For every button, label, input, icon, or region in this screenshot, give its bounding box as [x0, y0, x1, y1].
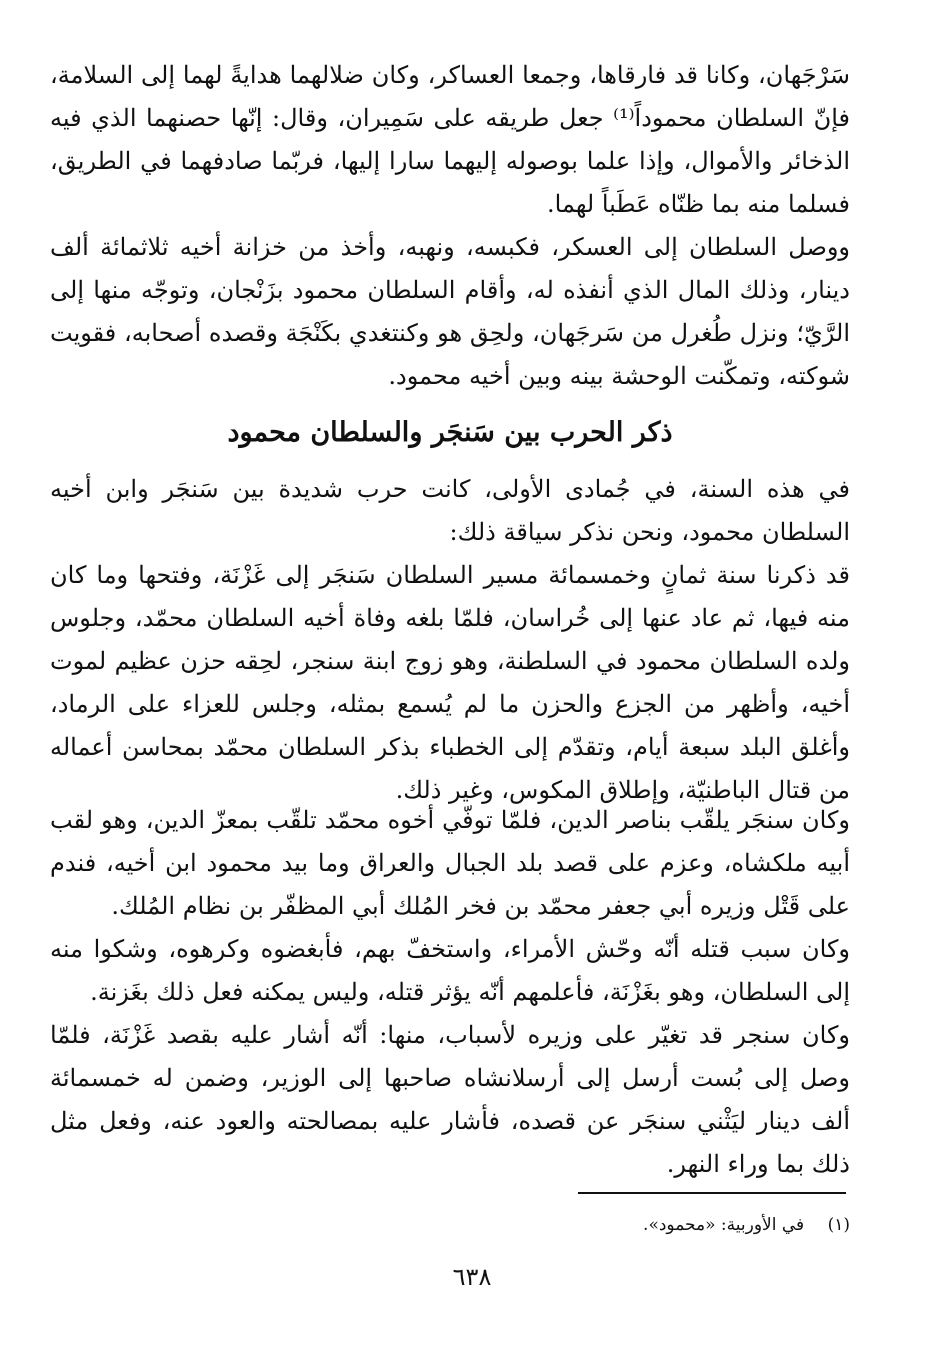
paragraph-sanjar-titles: وكان سنجَر يلقّب بناصر الدين، فلمّا توفّي أخوه محمّد تلقّب بمعزّ الدين، وهو لقب أبيه ملكشاه، وعزم على قصد بلد الجبال والعراق وما بيد محمود ابن أخيه، فندم على قَتْل وزيره أبي جعفر محمّد بن فخر المُلك أبي المظفّر بن نظام المُلك. — [50, 806, 850, 920]
paragraph-sanjar-mourning: قد ذكرنا سنة ثمانٍ وخمسمائة مسير السلطان سَنجَر إلى غَزْنَة، وفتحها وما كان منه فيها، ثم عاد عنها إلى خُراسان، فلمّا بلغه وفاة أخيه السلطان محمّد، وجلوس ولده السلطان محمود في السلطنة، وهو زوج ابنة سنجر، لحِقه حزن عظيم لموت أخيه، وأظهر من الجزع والحزن ما لم يُسمع بمثله، وجلس للعزاء على الرماد، وأغلق البلد سبعة أيام، وتقدّم إلى الخطباء بذكر السلطان محمّد بمحاسن أعماله من قتال الباطنيّة، وإطلاق المكوس، وغير ذلك. — [50, 561, 850, 804]
footnote-divider — [578, 1192, 846, 1194]
paragraph-continuation: سَرْجَهان، وكانا قد فارقاها، وجمعا العساكر، وكان ضلالهما هدايةً لهما إلى السلامة، فإنّ السلطان محموداً⁽¹⁾ جعل طريقه على سَمِيران، وقال: إنّها حصنهما الذي فيه الذخائر والأموال، وإذا علما بوصوله إليهما سارا إليها، فربّما صادفهما في الطريق، فسلما منه بما ظنّاه عَطَباً لهما. — [50, 61, 850, 218]
paragraph-ghazna-campaign: وكان سنجر قد تغيّر على وزيره لأسباب، منها: أنّه أشار عليه بقصد غَزْنَة، فلمّا وصل إلى بُست أرسل إلى أرسلانشاه صاحبها إلى الوزير، وضمن له خمسمائة ألف دينار ليَثْني سنجَر عن قصده، فأشار عليه بمصالحته والعود عنه، وفعل مثل ذلك بما وراء النهر. — [50, 1021, 850, 1178]
footnote-text: في الأوربية: «محمود». — [643, 1215, 805, 1235]
footnote — [400, 1212, 850, 1238]
paragraph-vizier-killing: وكان سبب قتله أنّه وحّش الأمراء، واستخفّ بهم، فأبغضوه وكرهوه، وشكوا منه إلى السلطان، وهو بغَزْنَة، فأعلمهم أنّه يؤثر قتله، وليس يمكنه فعل ذلك بغَزنة. — [50, 935, 850, 1006]
paragraph-sultan-arrives: ووصل السلطان إلى العسكر، فكبسه، ونهبه، وأخذ من خزانة أخيه ثلاثمائة ألف دينار، وذلك المال الذي أنفذه له، وأقام السلطان محمود بزَنْجان، وتوجّه منها إلى الرَّيّ؛ ونزل طُغرل من سَرجَهان، ولحِق هو وكنتغدي بكَنْجَة وقصده أصحابه، فقويت شوكته، وتمكّنت الوحشة بينه وبين أخيه محمود. — [50, 233, 850, 390]
footnote-number: (١) — [827, 1215, 850, 1235]
section-heading: ذكر الحرب بين سَنجَر والسلطان محمود — [227, 417, 673, 448]
page-number: ٦٣٨ — [452, 1263, 492, 1291]
paragraph-battle-intro: في هذه السنة، في جُمادى الأولى، كانت حرب شديدة بين سَنجَر وابن أخيه السلطان محمود، ونحن نذكر سياقة ذلك: — [50, 475, 850, 546]
